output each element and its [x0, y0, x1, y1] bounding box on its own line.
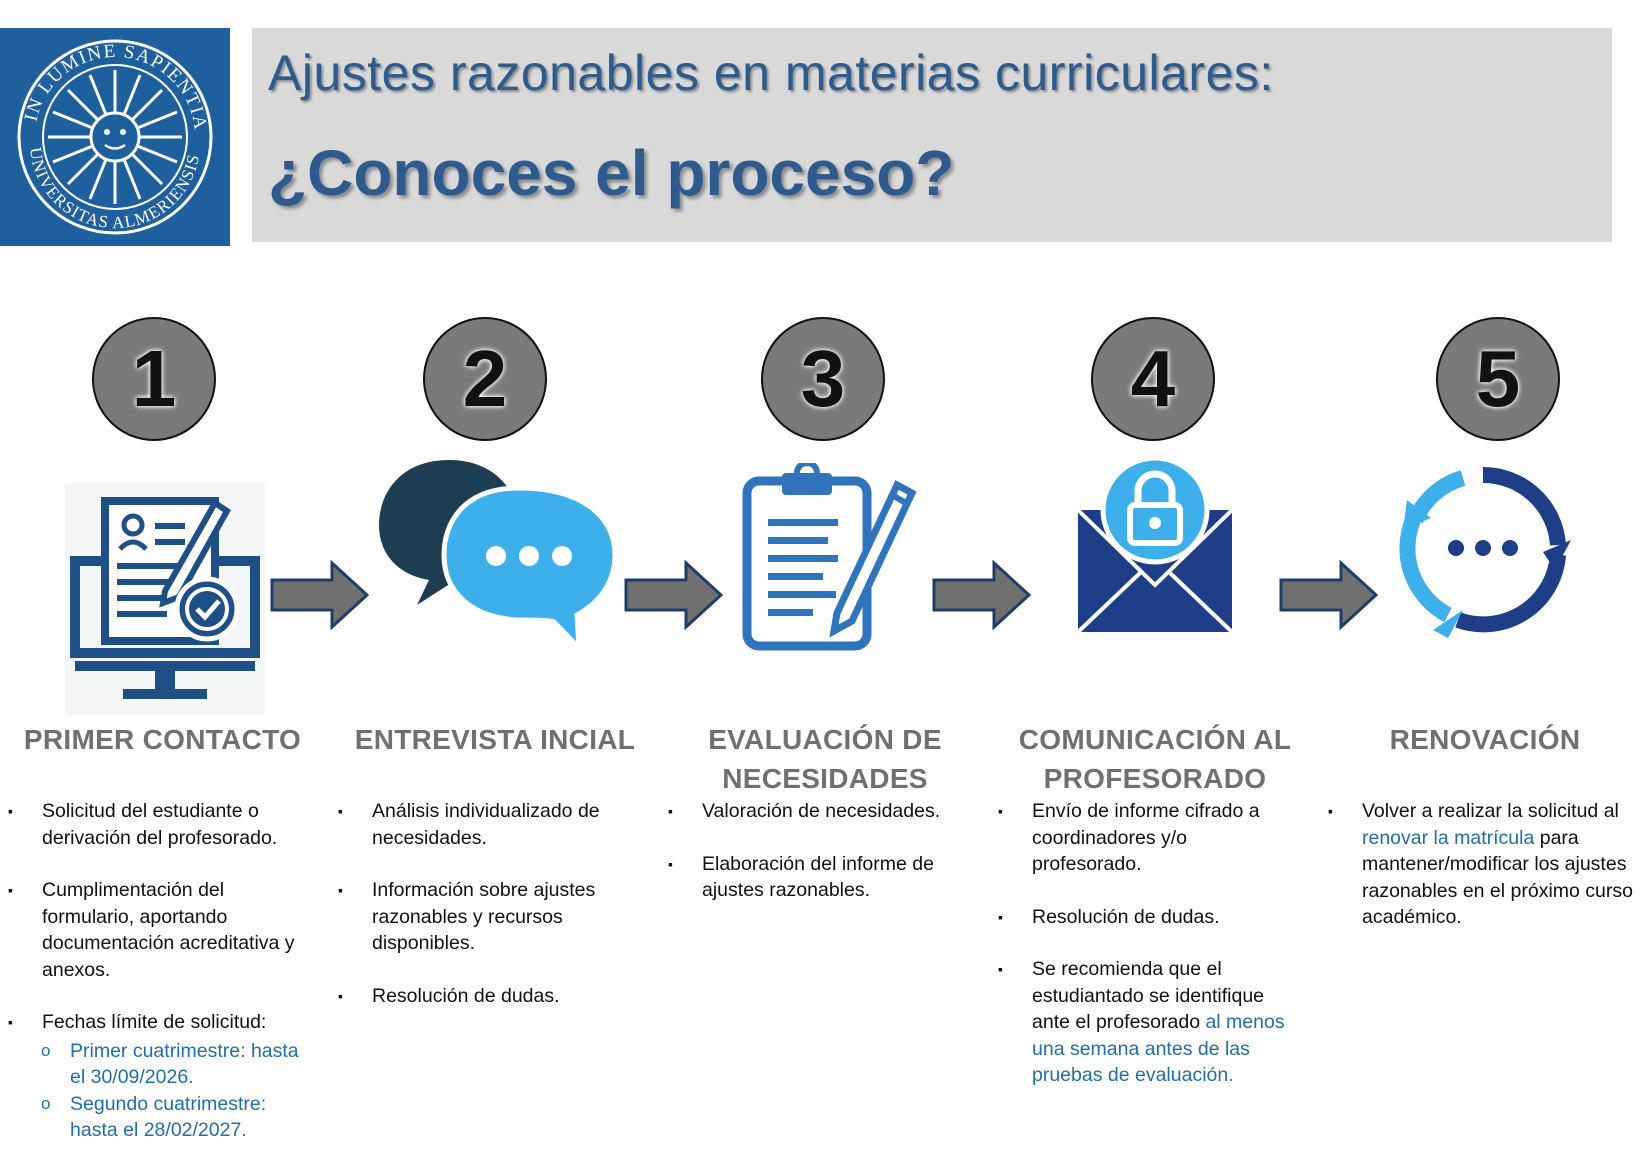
- page-title: Ajustes razonables en materias curriculares:: [268, 45, 1274, 101]
- step-number-4: 4: [1091, 317, 1215, 441]
- list-item: ▪ Resolución de dudas.: [998, 904, 1298, 931]
- list-item: ▪ Cumplimentación del formulario, aportando documentación acreditativa y anexos.: [8, 877, 308, 983]
- step-title-4: [1000, 720, 1310, 798]
- step-number-3: 3: [761, 317, 885, 441]
- page-subtitle: ¿Conoces el proceso?: [268, 137, 955, 209]
- list-item: ▪ Envío de informe cifrado a coordinadores y/o profesorado.: [998, 798, 1298, 878]
- list-item-text: para mantener/modificar los ajustes razonables en el próximo curso académico.: [1362, 826, 1633, 928]
- sub-list-item: o Segundo cuatrimestre: hasta el 28/02/2027.: [8, 1091, 308, 1144]
- list-item-text: Volver a realizar la solicitud al: [1362, 800, 1619, 822]
- step-4-list: [998, 798, 1298, 1115]
- header-banner: [252, 28, 1612, 242]
- step-number-2: 2: [423, 317, 547, 441]
- list-item: [1328, 798, 1633, 931]
- arrow-right-icon: [1279, 560, 1379, 630]
- list-item: ▪ Elaboración del informe de ajustes razonables.: [668, 851, 973, 904]
- locked-envelope-icon: [1070, 455, 1240, 645]
- step-1-list: [8, 798, 308, 1144]
- step-title-5: RENOVACIÓN: [1389, 724, 1581, 755]
- list-item: ▪ Fechas límite de solicitud:: [8, 1009, 308, 1036]
- step-5-list: [1328, 798, 1633, 957]
- clipboard-pencil-icon: [742, 463, 917, 653]
- list-item: ▪ Análisis individualizado de necesidades.: [338, 798, 638, 851]
- list-item-text: Se recomienda que el estudiantado se identifique ante el profesorado: [1032, 958, 1265, 1033]
- step-title-4-line1: COMUNICACIÓN AL: [1018, 724, 1292, 755]
- list-item: ▪ Información sobre ajustes razonables y recursos disponibles.: [338, 877, 638, 957]
- svg-text:UNIVERSITAS ALMERIENSIS: UNIVERSITAS ALMERIENSIS: [25, 146, 204, 233]
- svg-text:IN LUMINE SAPIENTIA: IN LUMINE SAPIENTIA: [20, 40, 211, 133]
- arrow-right-icon: [270, 560, 370, 630]
- chat-bubbles-icon: [379, 460, 614, 650]
- step-title-3-line1: EVALUACIÓN DE: [708, 724, 942, 755]
- arrow-right-icon: [932, 560, 1032, 630]
- step-number-5: 5: [1436, 317, 1560, 441]
- list-item: ▪ Resolución de dudas.: [338, 983, 638, 1010]
- form-monitor-icon: [65, 483, 265, 715]
- step-number-1: 1: [92, 317, 216, 441]
- sun-seal-icon: [0, 28, 230, 246]
- list-item: ▪ Valoración de necesidades.: [668, 798, 973, 825]
- highlight-text: renovar la matrícula: [1362, 826, 1535, 849]
- arrow-right-icon: [624, 560, 724, 630]
- university-logo: [0, 28, 230, 246]
- list-item: ▪ Solicitud del estudiante o derivación del profesorado.: [8, 798, 308, 851]
- sub-list-item: o Primer cuatrimestre: hasta el 30/09/2026.: [8, 1038, 308, 1091]
- renew-cycle-icon: [1393, 460, 1573, 640]
- step-2-list: [338, 798, 638, 1035]
- step-title-2: ENTREVISTA INCIAL: [354, 724, 636, 755]
- highlight-text: al menos una semana antes de las pruebas de evaluación.: [1032, 1011, 1285, 1086]
- step-title-1: PRIMER CONTACTO: [23, 724, 302, 755]
- step-title-4-line2: PROFESORADO: [1043, 763, 1267, 794]
- list-item: [998, 956, 1298, 1089]
- step-3-list: [668, 798, 973, 930]
- step-title-3: [670, 720, 980, 798]
- step-title-3-line2: NECESIDADES: [722, 763, 928, 794]
